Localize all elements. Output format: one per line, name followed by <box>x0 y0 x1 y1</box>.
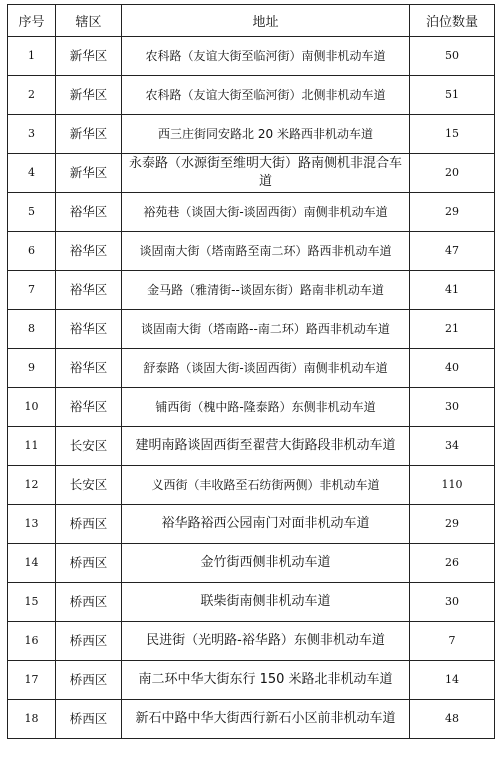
row-count: 48 <box>410 700 495 739</box>
row-number: 12 <box>8 466 56 505</box>
row-address: 铺西街（槐中路-隆泰路）东侧非机动车道 <box>122 388 410 427</box>
row-address: 裕华路裕西公园南门对面非机动车道 <box>122 505 410 544</box>
row-district: 桥西区 <box>56 622 122 661</box>
row-number: 4 <box>8 154 56 193</box>
row-number: 10 <box>8 388 56 427</box>
row-address: 金马路（雅清街--谈固东街）路南非机动车道 <box>122 271 410 310</box>
table-row <box>8 115 495 154</box>
row-count: 26 <box>410 544 495 583</box>
row-district: 新华区 <box>56 115 122 154</box>
row-district: 新华区 <box>56 154 122 193</box>
row-count: 29 <box>410 505 495 544</box>
row-district: 桥西区 <box>56 583 122 622</box>
row-district: 新华区 <box>56 76 122 115</box>
row-address: 义西街（丰收路至石纺街两侧）非机动车道 <box>122 466 410 505</box>
row-address: 联柴街南侧非机动车道 <box>122 583 410 622</box>
row-count: 50 <box>410 37 495 76</box>
row-district: 裕华区 <box>56 232 122 271</box>
table-row <box>8 154 495 193</box>
row-address: 谈固南大街（塔南路至南二环）路西非机动车道 <box>122 232 410 271</box>
row-district: 桥西区 <box>56 544 122 583</box>
table-row <box>8 505 495 544</box>
row-address: 南二环中华大街东行 150 米路北非机动车道 <box>122 661 410 700</box>
table-body <box>8 37 495 739</box>
row-count: 41 <box>410 271 495 310</box>
row-number: 6 <box>8 232 56 271</box>
table-row <box>8 232 495 271</box>
row-count: 110 <box>410 466 495 505</box>
row-number: 2 <box>8 76 56 115</box>
row-address: 农科路（友谊大街至临河街）北侧非机动车道 <box>122 76 410 115</box>
row-number: 15 <box>8 583 56 622</box>
table-row <box>8 466 495 505</box>
table-row <box>8 427 495 466</box>
row-count: 34 <box>410 427 495 466</box>
row-address: 舒泰路（谈固大街-谈固西街）南侧非机动车道 <box>122 349 410 388</box>
row-number: 17 <box>8 661 56 700</box>
row-address: 金竹街西侧非机动车道 <box>122 544 410 583</box>
table-row <box>8 310 495 349</box>
table-row <box>8 271 495 310</box>
row-count: 30 <box>410 388 495 427</box>
table-row <box>8 349 495 388</box>
row-count: 14 <box>410 661 495 700</box>
table-row <box>8 622 495 661</box>
row-district: 长安区 <box>56 427 122 466</box>
parking-table <box>7 4 495 739</box>
table-row <box>8 700 495 739</box>
header-district: 辖区 <box>56 5 122 37</box>
row-district: 桥西区 <box>56 661 122 700</box>
row-number: 14 <box>8 544 56 583</box>
table-row <box>8 661 495 700</box>
row-address: 裕苑巷（谈固大街-谈固西街）南侧非机动车道 <box>122 193 410 232</box>
row-district: 裕华区 <box>56 388 122 427</box>
header-count: 泊位数量 <box>410 5 495 37</box>
row-count: 47 <box>410 232 495 271</box>
row-count: 15 <box>410 115 495 154</box>
row-district: 桥西区 <box>56 505 122 544</box>
row-district: 裕华区 <box>56 193 122 232</box>
row-number: 7 <box>8 271 56 310</box>
row-number: 1 <box>8 37 56 76</box>
table-row <box>8 37 495 76</box>
row-address: 谈固南大街（塔南路--南二环）路西非机动车道 <box>122 310 410 349</box>
row-number: 16 <box>8 622 56 661</box>
table-row <box>8 583 495 622</box>
row-count: 7 <box>410 622 495 661</box>
row-count: 30 <box>410 583 495 622</box>
table-row <box>8 76 495 115</box>
table-row <box>8 388 495 427</box>
header-no: 序号 <box>8 5 56 37</box>
row-district: 新华区 <box>56 37 122 76</box>
row-district: 桥西区 <box>56 700 122 739</box>
header-row <box>8 5 495 37</box>
table-row <box>8 544 495 583</box>
row-address: 建明南路谈固西街至翟营大街路段非机动车道 <box>122 427 410 466</box>
row-number: 11 <box>8 427 56 466</box>
row-district: 裕华区 <box>56 349 122 388</box>
row-count: 21 <box>410 310 495 349</box>
row-number: 18 <box>8 700 56 739</box>
row-address: 西三庄街同安路北 20 米路西非机动车道 <box>122 115 410 154</box>
row-number: 5 <box>8 193 56 232</box>
row-address: 农科路（友谊大街至临河街）南侧非机动车道 <box>122 37 410 76</box>
row-address: 民进街（光明路-裕华路）东侧非机动车道 <box>122 622 410 661</box>
row-number: 13 <box>8 505 56 544</box>
row-count: 29 <box>410 193 495 232</box>
row-district: 裕华区 <box>56 310 122 349</box>
row-district: 长安区 <box>56 466 122 505</box>
row-address: 永泰路（水源街至维明大街）路南侧机非混合车道 <box>122 154 410 193</box>
row-number: 9 <box>8 349 56 388</box>
row-address: 新石中路中华大街西行新石小区前非机动车道 <box>122 700 410 739</box>
row-number: 3 <box>8 115 56 154</box>
row-count: 40 <box>410 349 495 388</box>
row-count: 51 <box>410 76 495 115</box>
header-address: 地址 <box>122 5 410 37</box>
row-district: 裕华区 <box>56 271 122 310</box>
row-count: 20 <box>410 154 495 193</box>
table-row <box>8 193 495 232</box>
row-number: 8 <box>8 310 56 349</box>
